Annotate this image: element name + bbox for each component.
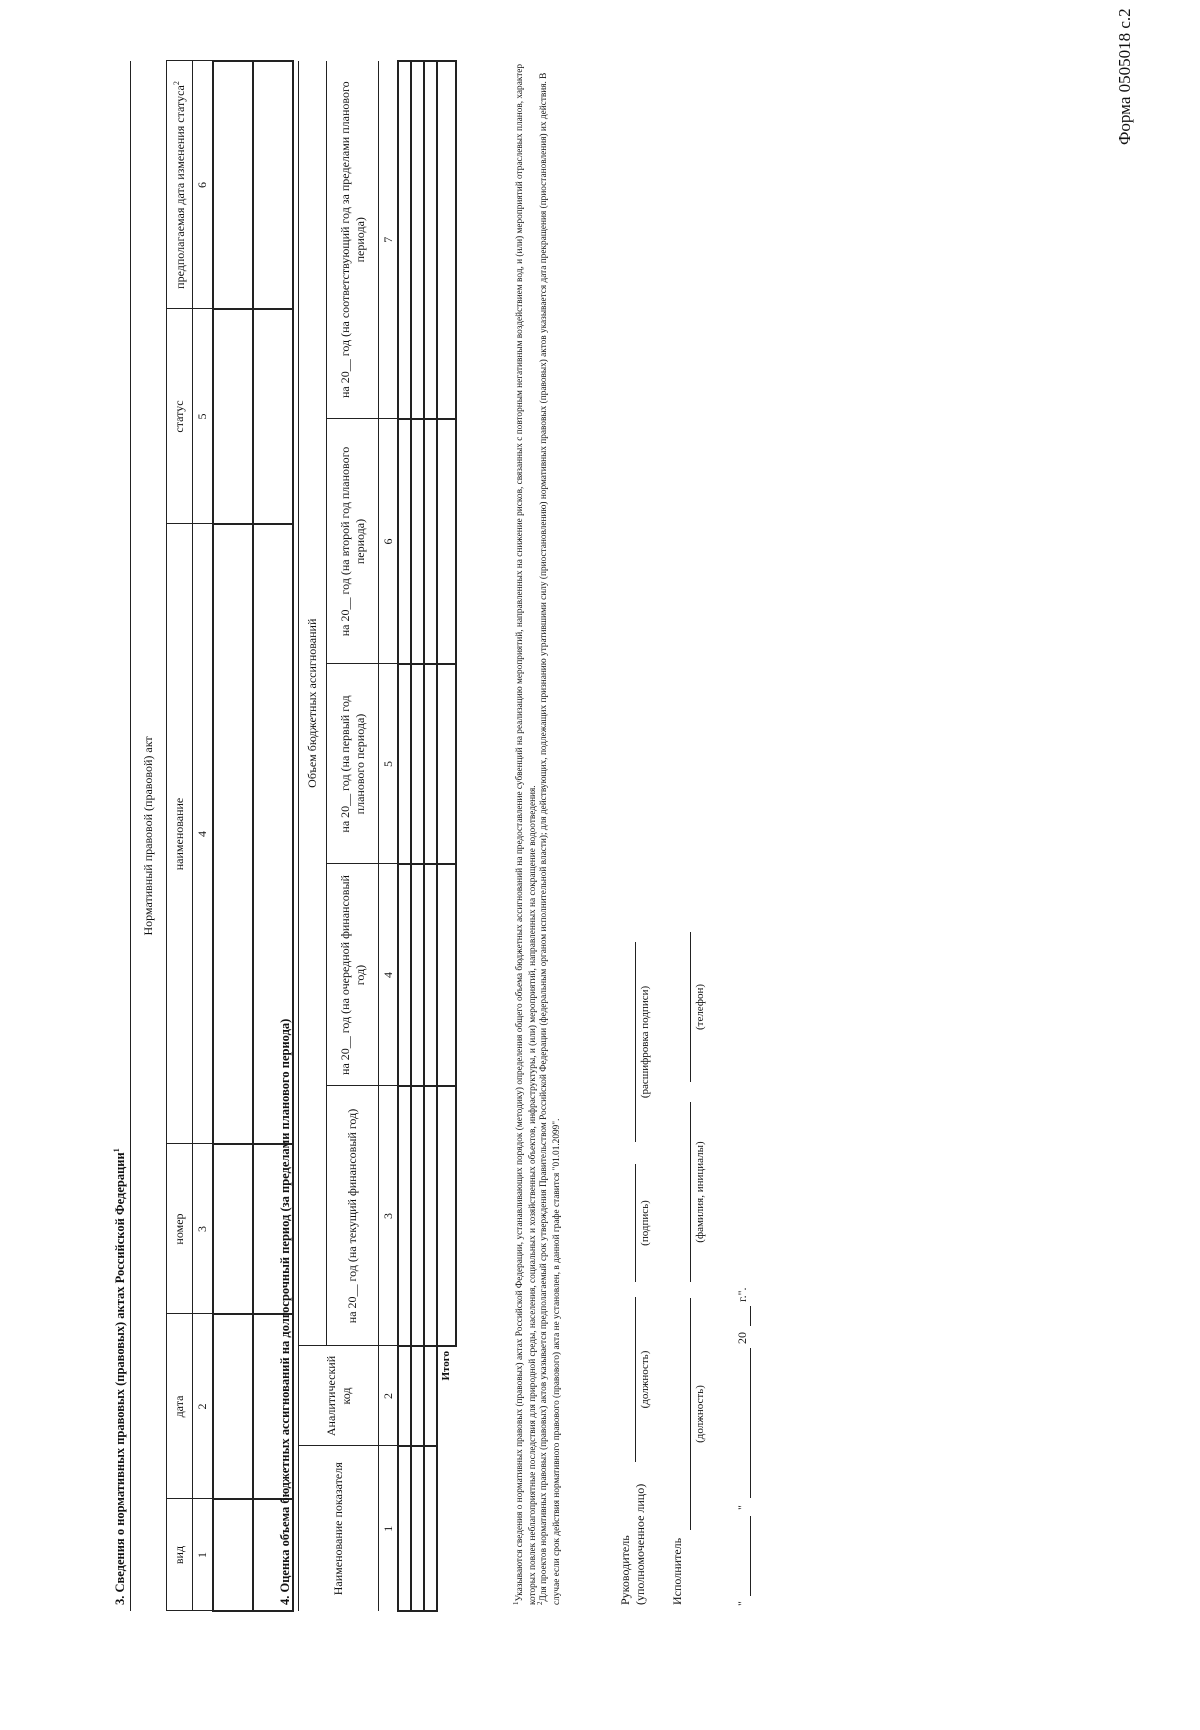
s3-num-2: 2	[193, 1314, 213, 1499]
s3-col-status: статус	[167, 309, 193, 524]
table-cell[interactable]	[424, 61, 437, 419]
table-cell[interactable]	[213, 1499, 253, 1611]
executor-name-caption: (фамилия, инициалы)	[694, 1141, 706, 1243]
table-cell[interactable]	[424, 664, 437, 864]
s4-num-6: 6	[379, 419, 399, 664]
executor-phone-caption: (телефон)	[694, 983, 706, 1031]
s4-num-4: 4	[379, 864, 399, 1086]
s4-col-beyond: на 20__ год (на соответствующий год за пределами планового периода)	[327, 61, 379, 419]
s4-col-current: на 20__ год (на текущий финансовый год)	[327, 1086, 379, 1346]
table-cell[interactable]	[424, 1086, 437, 1346]
section3-title	[112, 1148, 128, 1605]
s4-col-code: Аналитический код	[299, 1346, 379, 1446]
s4-col-plan2: на 20__ год (на второй год планового периода)	[327, 419, 379, 664]
head-signature-caption: (подпись)	[639, 1200, 651, 1246]
table-cell[interactable]	[437, 864, 455, 1086]
date-close-quote: "	[735, 1505, 749, 1510]
table-cell[interactable]	[398, 664, 411, 864]
section4-data-row	[424, 61, 437, 1611]
s3-col-change-date-note: 2	[171, 81, 181, 86]
footnote-2	[536, 50, 563, 1605]
s4-group-header: Объем бюджетных ассигнований	[299, 61, 327, 1346]
footnote-2-mark: 2	[536, 1601, 544, 1605]
section4-title: 4. Оценка объема бюджетных ассигнований на долгосрочный период (за пределами планового периода)	[278, 1018, 292, 1605]
table-cell[interactable]	[411, 1346, 424, 1446]
footnote-1-text: Указываются сведения о нормативных правовых (правовых) актах Российской Федерации, устанавливающих порядок (методику) определения общего объема бюджетных ассигнований на предоставление субвенций на реализацию мероприятий, направленных на снижение рисков, связанных с повторным негативным воздействием вод, и (или) мероприятий отраслевых планов, характер которых повлек неблагоприятные последствия для природной среды, населения, социальных и хозяйственных объектов, инфраструктуры, и (или) мероприятий, направленных на сокращение водоотведения.	[515, 63, 538, 1605]
table-cell[interactable]	[411, 419, 424, 664]
head-decode-caption: (расшифровка подписи)	[639, 985, 651, 1099]
date-day-line	[750, 1516, 751, 1596]
section4-table	[298, 60, 457, 1612]
table-cell[interactable]	[411, 61, 424, 419]
form-number: Форма 0505018 с.2	[1115, 8, 1134, 145]
table-cell[interactable]	[398, 61, 411, 419]
table-cell[interactable]	[411, 1086, 424, 1346]
s3-col-name: наименование	[167, 524, 193, 1144]
table-cell[interactable]	[213, 309, 253, 524]
date-year-prefix: 20	[735, 1332, 749, 1344]
date-open-quote: "	[735, 1601, 749, 1606]
s4-col-name: Наименование показателя	[299, 1446, 379, 1611]
table-cell[interactable]	[253, 61, 293, 309]
executor-label: Исполнитель	[670, 1537, 684, 1605]
s3-col-kind: вид	[167, 1499, 193, 1611]
section3-num-row	[193, 61, 213, 1611]
section3-header-row	[167, 61, 193, 1611]
s4-num-5: 5	[379, 664, 399, 864]
s3-num-5: 5	[193, 309, 213, 524]
section3-data-row	[213, 61, 253, 1611]
head-position-caption: (должность)	[639, 1350, 651, 1409]
table-cell[interactable]	[398, 1446, 411, 1611]
s3-num-4: 4	[193, 524, 213, 1144]
head-signature-line	[635, 1164, 636, 1282]
table-cell[interactable]	[411, 864, 424, 1086]
table-cell[interactable]	[398, 1346, 411, 1446]
head-label	[618, 1484, 648, 1605]
table-cell[interactable]	[424, 864, 437, 1086]
date-year-line	[750, 1306, 751, 1326]
table-cell[interactable]	[437, 419, 455, 664]
table-cell[interactable]	[411, 1446, 424, 1611]
s3-num-3: 3	[193, 1144, 213, 1314]
table-cell[interactable]	[398, 864, 411, 1086]
footnote-1-mark: 1	[512, 1601, 520, 1605]
head-label-line2: (уполномоченное лицо)	[633, 1483, 647, 1605]
s3-col-date: дата	[167, 1314, 193, 1499]
head-label-line1: Руководитель	[618, 1535, 632, 1605]
s4-num-3: 3	[379, 1086, 399, 1346]
section4-num-row	[379, 61, 399, 1611]
s4-num-1: 1	[379, 1446, 399, 1611]
table-cell[interactable]	[424, 419, 437, 664]
table-cell[interactable]	[213, 61, 253, 309]
date-suffix: г.".	[735, 1287, 749, 1302]
executor-position-caption: (должность)	[694, 1385, 706, 1443]
date-month-line	[750, 1348, 751, 1498]
head-position-line	[635, 1297, 636, 1462]
s3-col-number: номер	[167, 1144, 193, 1314]
section3-group-row	[131, 61, 167, 1611]
s3-num-6: 6	[193, 61, 213, 309]
s4-num-2: 2	[379, 1346, 399, 1446]
table-cell[interactable]	[213, 1144, 253, 1314]
s4-num-7: 7	[379, 61, 399, 419]
s4-col-next: на 20__ год (на очередной финансовый год)	[327, 864, 379, 1086]
table-cell[interactable]	[398, 1086, 411, 1346]
section3-group-header: Нормативный правовой (правовой) акт	[131, 61, 167, 1611]
section4-total-row	[437, 61, 455, 1611]
table-cell[interactable]	[437, 61, 455, 419]
table-cell[interactable]	[437, 1086, 455, 1346]
table-cell[interactable]	[437, 664, 455, 864]
total-label: Итого	[437, 1346, 455, 1611]
footnote-2-text: Для проектов нормативных правовых (правовых) актов указывается предполагаемый срок утверждения Правительством Российской Федерации (федеральным органом исполнительной власти); для действующих, подлежащих признанию утратившими силу (приостановлению) нормативных правовых (правовых) актов указывается дата прекращения (приостановления) их действия. В случае если срок действия нормативного правового (правового) акта не установлен, в данной графе ставится "01.01.2099".	[539, 72, 562, 1605]
table-cell[interactable]	[213, 524, 253, 1144]
s3-num-1: 1	[193, 1499, 213, 1611]
table-cell[interactable]	[411, 664, 424, 864]
section3-title-note: 1	[112, 1148, 121, 1153]
s4-col-plan1: на 20__ год (на первый год планового периода)	[327, 664, 379, 864]
executor-position-line	[690, 1298, 691, 1530]
executor-name-line	[690, 1102, 691, 1282]
table-cell[interactable]	[424, 1446, 437, 1611]
section4-data-row	[411, 61, 424, 1611]
table-cell[interactable]	[213, 1314, 253, 1499]
section3-title-text: 3. Сведения о нормативных правовых (правовых) актах Российской Федерации	[113, 1152, 128, 1605]
section4-data-row	[398, 61, 411, 1611]
head-decode-line	[635, 942, 636, 1142]
table-cell[interactable]	[253, 309, 293, 524]
s3-col-change-date-label: предполагаемая дата изменения статуса	[172, 85, 187, 289]
s3-col-change-date	[167, 61, 193, 309]
executor-phone-line	[690, 932, 691, 1082]
table-cell[interactable]	[424, 1346, 437, 1446]
section4-group-row	[299, 61, 327, 1611]
table-cell[interactable]	[398, 419, 411, 664]
section3-table	[130, 60, 294, 1612]
